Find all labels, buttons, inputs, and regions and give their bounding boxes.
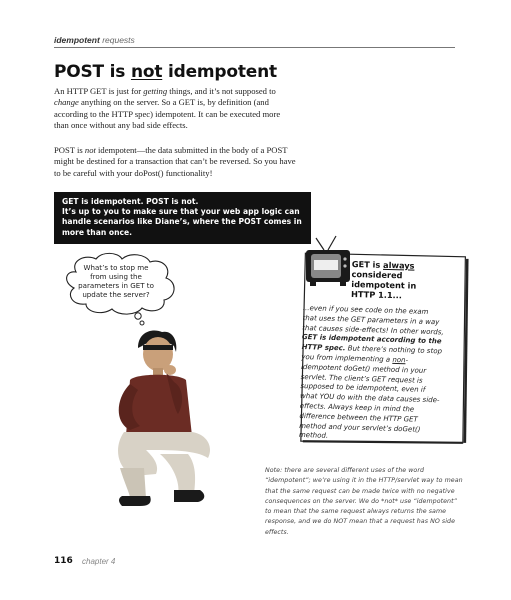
- body-paragraph-1: [54, 86, 296, 132]
- running-header-section: idempotent: [54, 35, 100, 45]
- title-emphasis: not: [130, 62, 163, 82]
- note-heading-pre: GET is: [351, 259, 384, 270]
- callout-text: [62, 197, 308, 238]
- note-body-bold: GET is idempotent according to the HTTP spec.: [301, 333, 442, 353]
- running-header-topic: requests: [102, 35, 135, 45]
- thought-bubble-text: What’s to stop me from using the parameters in GET to update the server?: [78, 263, 154, 299]
- header-rule: [54, 47, 455, 48]
- callout-line-1: GET is idempotent. POST is not.: [62, 197, 199, 206]
- running-header: [54, 35, 135, 45]
- title-end: idempotent: [162, 62, 277, 82]
- note-body-2: But there’s nothing to stop you from implementing a: [301, 344, 443, 364]
- note-card-body: [299, 304, 445, 446]
- p2-text-c: idempotent—the data submitted in the body of a POST might be destined for a transaction that can’t be reversed. So you have to be careful with your doPost() functionality!: [54, 145, 296, 178]
- body-paragraph-2: [54, 145, 296, 179]
- p1-text-e: anything on the server. So a GET is, by definition (and according to the HTTP spec) idempotent. It can be executed more than once without any bad side effects.: [54, 97, 281, 131]
- note-heading-emph: always: [383, 259, 415, 271]
- note-body-1: ...even if you see code on the exam that uses the GET parameters in a way that causes side-effects! In other words,: [302, 304, 444, 337]
- note-body-underline: non: [392, 355, 406, 365]
- page-number: 116: [54, 556, 73, 566]
- tv-icon: [306, 236, 350, 286]
- crouching-man-photo: [100, 318, 220, 514]
- note-heading-post: considered idempotent in HTTP 1.1...: [350, 268, 417, 301]
- p1-italic-getting: getting: [143, 86, 168, 96]
- p1-italic-change: change: [54, 97, 79, 108]
- p1-text-c: things, and it’s not supposed to: [167, 86, 276, 96]
- note-body-3: -idempotent doGet() method in your servlet. The client’s GET request is supposed to be idempotent, even if what YOU do with the data causes side-effects. Always keep in mind the difference between the HTTP GET method and your servlet’s doGet() method.: [298, 356, 440, 441]
- p2-text-a: POST is: [54, 145, 85, 155]
- title-start: POST is: [54, 62, 131, 82]
- handwritten-note: Note: there are several different uses of the word “idempotent”; we’re using it in the HTTP/servlet way to mean that the same request can be made twice with no negative consequences on the server. We do *not* use “idempotent” to mean that the same request always returns the same response, and we do NOT mean that a request has NO side effects.: [265, 467, 463, 536]
- callout-line-2: It’s up to you to make sure that your web app logic can handle scenarios like Diane’s, where the POST comes in more than once.: [62, 207, 302, 237]
- chapter-label: chapter 4: [82, 557, 116, 566]
- page-title: [54, 62, 277, 82]
- p2-italic-not: not: [84, 145, 96, 155]
- note-card-heading: [351, 259, 432, 301]
- p1-text-a: An HTTP GET is just for: [54, 86, 144, 96]
